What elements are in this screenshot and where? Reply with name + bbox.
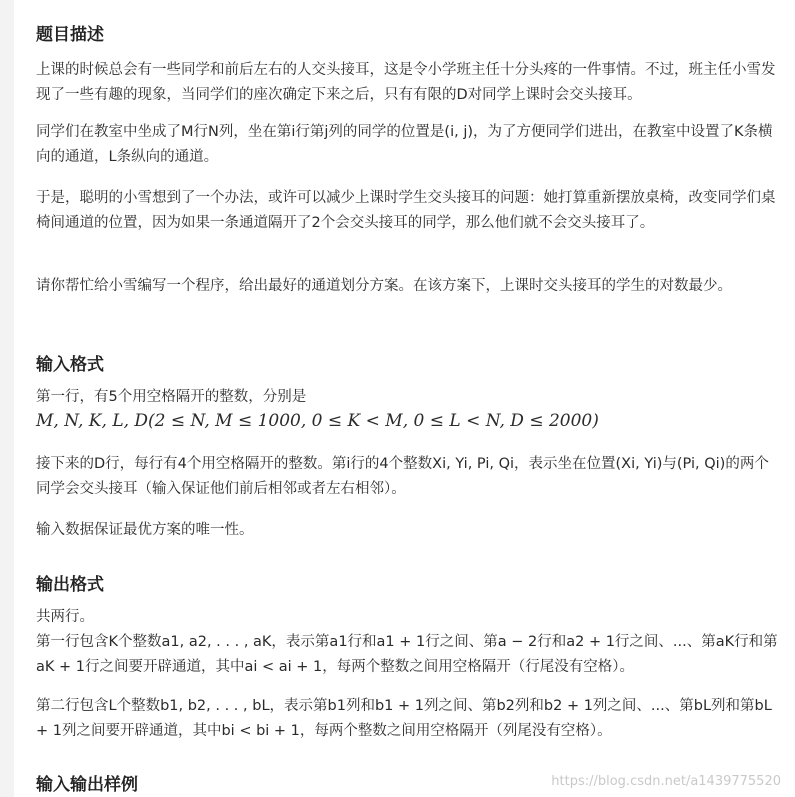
problem-card xyxy=(14,0,795,797)
output-paragraph-2: 第二行包含L个整数b1, b2, . . . , bL，表示第b1列和b1 + 1列之间、第b2列和b2 + 1列之间、...、第bL列和第bL + 1列之间要开辟通道，其中bi < bi + 1，每两个整数之间用空格隔开（列尾没有空格）。 xyxy=(36,698,772,739)
section-title-samples: 输入输出样例 xyxy=(36,775,138,795)
description-paragraph-2: 同学们在教室中坐成了M行N列，坐在第i行第j列的同学的位置是(i, j)，为了方便同学们进出，在教室中设置了K条横向的通道，L条纵向的通道。 xyxy=(36,124,773,165)
section-title-description: 题目描述 xyxy=(36,25,104,45)
description-paragraph-4: 请你帮忙给小雪编写一个程序，给出最好的通道划分方案。在该方案下，上课时交头接耳的学生的对数最少。 xyxy=(36,278,732,294)
input-paragraph-2: 接下来的D行，每行有4个用空格隔开的整数。第i行的4个整数Xi, Yi, Pi, Qi，表示坐在位置(Xi, Yi)与(Pi, Qi)的两个同学会交头接耳（输入保证他们前后相邻或者左右相邻）。 xyxy=(36,456,769,497)
input-constraints-formula: M, N, K, L, D(2 ≤ N, M ≤ 1000, 0 ≤ K < M, 0 ≤ L < N, D ≤ 2000) xyxy=(36,411,599,431)
output-paragraph-1a: 共两行。 xyxy=(36,609,94,625)
section-title-input: 输入格式 xyxy=(36,355,104,375)
output-paragraph-1b: 第一行包含K个整数a1, a2, . . . , aK，表示第a1行和a1 + 1行之间、第a − 2行和a2 + 1行之间、...、第aK行和第aK + 1行之间要开辟通道，其中ai < ai + 1，每两个整数之间用空格隔开（行尾没有空格）。 xyxy=(36,634,778,675)
description-paragraph-3: 于是，聪明的小雪想到了一个办法，或许可以减少上课时学生交头接耳的问题：她打算重新摆放桌椅，改变同学们桌椅间通道的位置，因为如果一条通道隔开了2个会交头接耳的同学，那么他们就不会交头接耳了。 xyxy=(36,190,776,231)
input-paragraph-1a: 第一行，有5个用空格隔开的整数，分别是 xyxy=(36,389,307,405)
description-paragraph-1: 上课的时候总会有一些同学和前后左右的人交头接耳，这是令小学班主任十分头疼的一件事情。不过，班主任小雪发现了一些有趣的现象，当同学们的座次确定下来之后，只有有限的D对同学上课时会交头接耳。 xyxy=(36,62,776,103)
watermark: https://blog.csdn.net/a1439775520 xyxy=(551,774,781,789)
section-title-output: 输出格式 xyxy=(36,575,104,595)
input-paragraph-3: 输入数据保证最优方案的唯一性。 xyxy=(36,522,254,538)
